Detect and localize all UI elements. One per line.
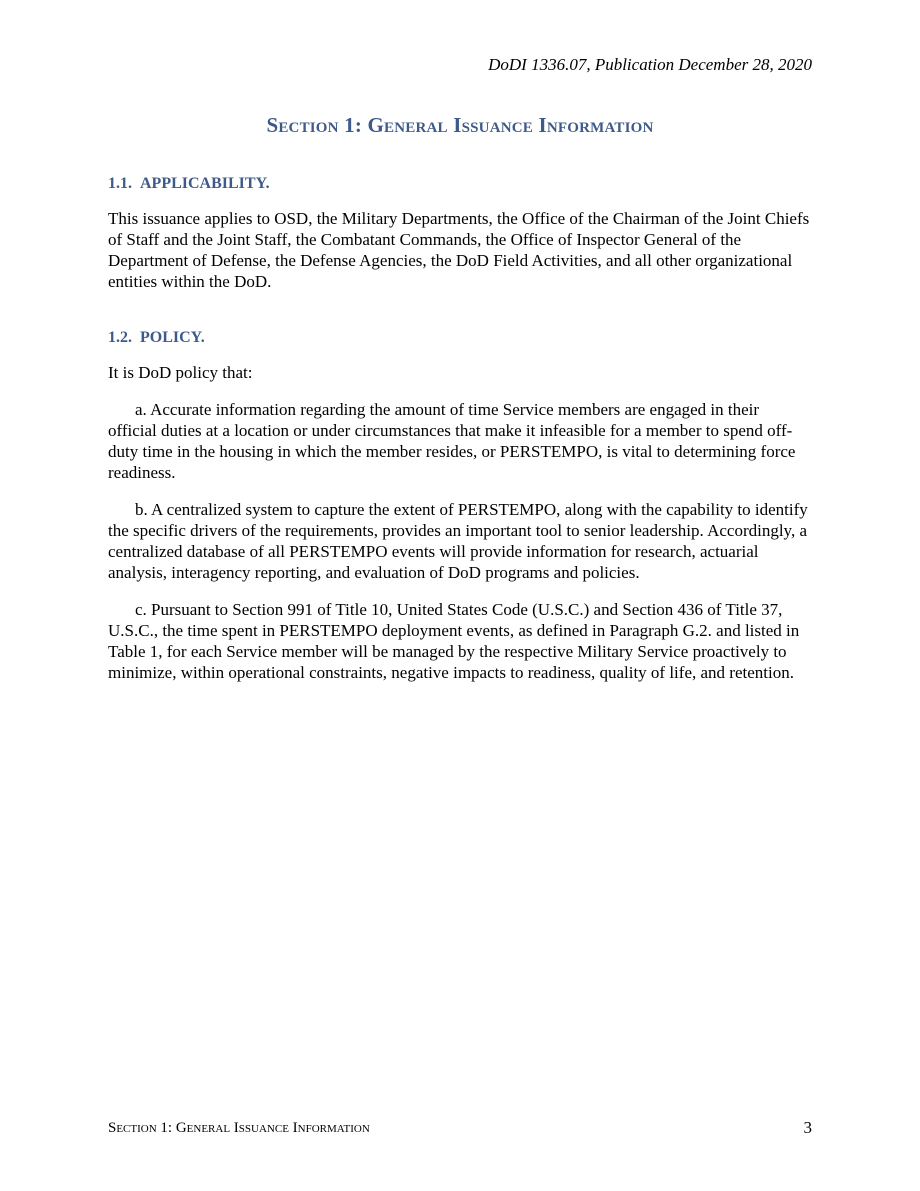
running-header: DoDI 1336.07, Publication December 28, 2020 <box>488 55 812 74</box>
footer-section-label: Section 1: General Issuance Information <box>108 1120 370 1136</box>
policy-intro: It is DoD policy that: <box>108 363 253 382</box>
subsection-number: 1.2. <box>108 329 132 346</box>
applicability-paragraph: This issuance applies to OSD, the Military Departments, the Office of the Chairman of the Joint Chiefs of Staff and the Joint Staff, the Combatant Commands, the Office of Inspector General of the Department of Defense, the Defense Agencies, the DoD Field Activities, and all other organizational entities within the DoD. <box>108 209 810 291</box>
subsection-number: 1.1. <box>108 175 132 192</box>
subsection-title: POLICY. <box>140 329 205 346</box>
subsection-heading-policy <box>108 327 812 348</box>
page-number: 3 <box>803 1118 812 1137</box>
subsection-heading-applicability <box>108 173 812 194</box>
policy-item-b: b. A centralized system to capture the extent of PERSTEMPO, along with the capability to identify the specific drivers of the requirements, provides an important tool to senior leadership. Accordingly, a centralized database of all PERSTEMPO events will provide information for research, actuarial analysis, interagency reporting, and evaluation of DoD programs and policies. <box>108 500 808 582</box>
policy-item-a: a. Accurate information regarding the amount of time Service members are engaged in their official duties at a location or under circumstances that make it infeasible for a member to spend off-duty time in the housing in which the member resides, or PERSTEMPO, is vital to determining force readiness. <box>108 400 796 482</box>
subsection-title: APPLICABILITY. <box>140 175 270 192</box>
policy-item-c: c. Pursuant to Section 991 of Title 10, United States Code (U.S.C.) and Section 436 of Title 37, U.S.C., the time spent in PERSTEMPO deployment events, as defined in Paragraph G.2. and listed in Table 1, for each Service member will be managed by the respective Military Service proactively to minimize, within operational constraints, negative impacts to readiness, quality of life, and retention. <box>108 600 800 682</box>
section-title: Section 1: General Issuance Information <box>266 113 654 137</box>
page-body <box>108 173 812 683</box>
